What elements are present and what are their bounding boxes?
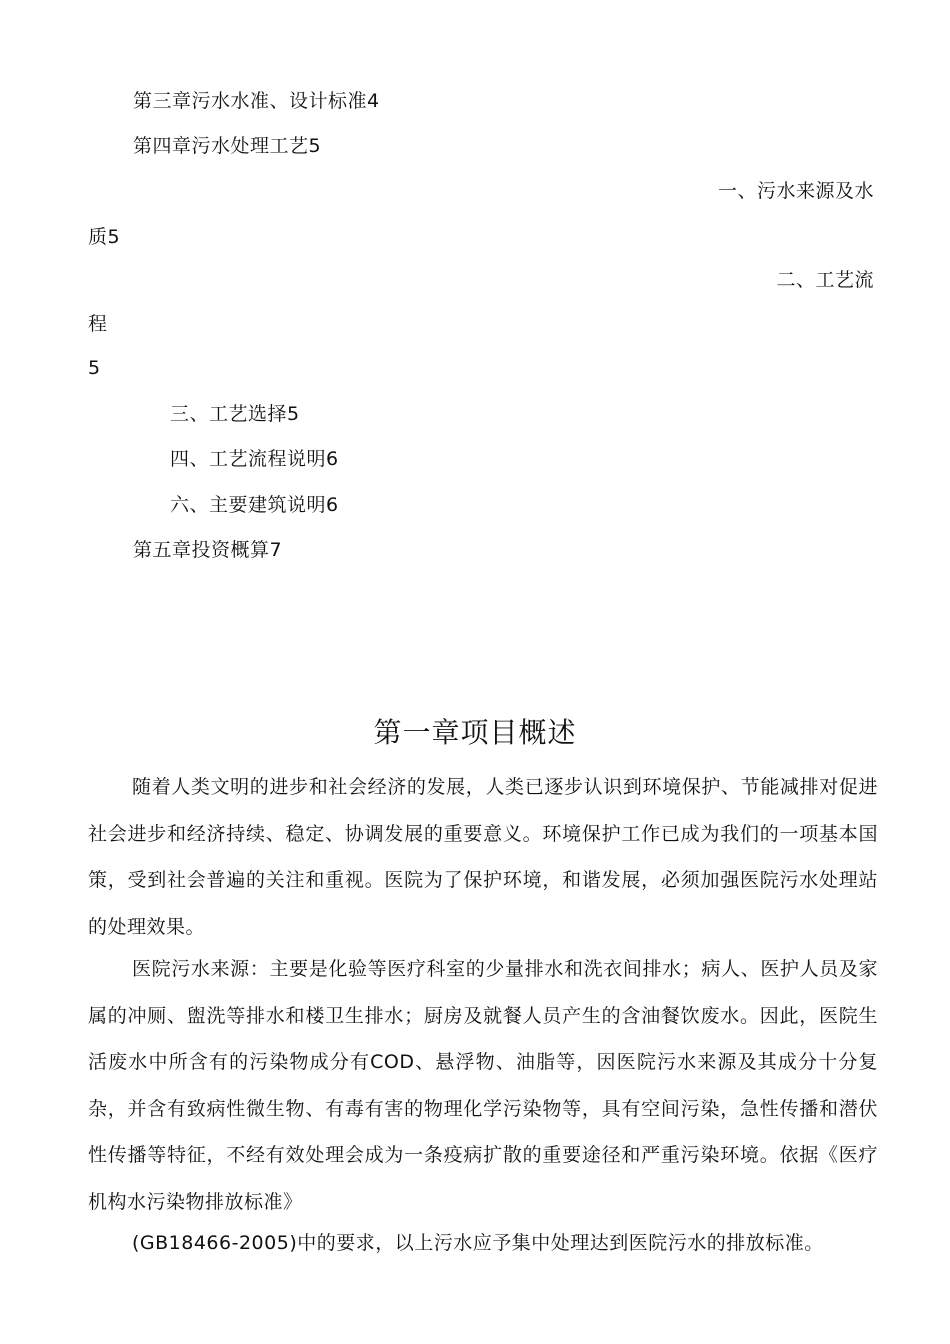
toc-item-2-page: 5 xyxy=(88,357,101,379)
chapter-1-paragraph-1: 随着人类文明的进步和社会经济的发展，人类已逐步认识到环境保护、节能减排对促进社会进步和经济持续、稳定、协调发展的重要意义。环境保护工作已成为我们的一项基本国策，受到社会普遍的关注和重视。医院为了保护环境，和谐发展，必须加强医院污水处理站的处理效果。 xyxy=(88,776,878,938)
toc-item-1-line1: 一、污水来源及水 xyxy=(717,180,874,202)
toc-item-2-line1: 二、工艺流 xyxy=(776,269,874,291)
chapter-1-title: 第一章项目概述 xyxy=(373,716,577,749)
toc-item-3: 三、工艺选择5 xyxy=(170,403,300,425)
chapter-1-paragraph-2: 医院污水来源：主要是化验等医疗科室的少量排水和洗衣间排水；病人、医护人员及家属的冲厕、盥洗等排水和楼卫生排水；厨房及就餐人员产生的含油餐饮废水。因此，医院生活废水中所含有的污染物成分有COD、悬浮物、油脂等，因医院污水来源及其成分十分复杂，并含有致病性微生物、有毒有害的物理化学污染物等，具有空间污染，急性传播和潜伏性传播等特征，不经有效处理会成为一条疫病扩散的重要途径和严重污染环境。依据《医疗机构水污染物排放标准》 xyxy=(88,958,878,1213)
toc-item-1-line2: 质5 xyxy=(88,226,121,248)
toc-chapter-3: 第三章污水水准、设计标准4 xyxy=(133,90,380,112)
toc-item-4: 四、工艺流程说明6 xyxy=(170,448,339,470)
toc-chapter-4: 第四章污水处理工艺5 xyxy=(133,135,322,157)
toc-item-2-line2: 程 xyxy=(88,313,108,335)
toc-item-6: 六、主要建筑说明6 xyxy=(170,494,339,516)
toc-chapter-5: 第五章投资概算7 xyxy=(133,539,283,561)
chapter-1-paragraph-3: (GB18466-2005)中的要求，以上污水应予集中处理达到医院污水的排放标准。 xyxy=(132,1232,824,1254)
